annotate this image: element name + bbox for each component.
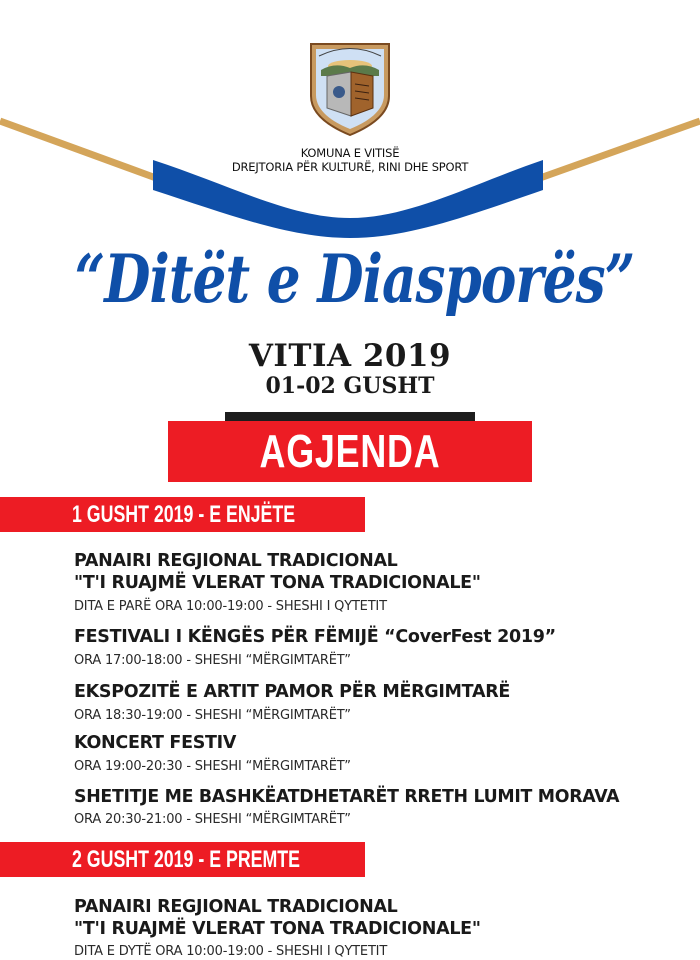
directorate-name: DREJTORIA PËR KULTURË, RINI DHE SPORT — [231, 160, 469, 174]
event-details: ORA 19:00-20:30 - SHESHI “MËRGIMTARËT” — [74, 759, 351, 774]
event-title-line: SHETITJE ME BASHKËATDHETARËT RRETH LUMIT MORAVA — [74, 787, 620, 807]
event-details: ORA 17:00-18:00 - SHESHI “MËRGIMTARËT” — [74, 653, 351, 668]
event-title-line: KONCERT FESTIV — [74, 733, 237, 753]
event-year: VITIA 2019 — [248, 338, 452, 374]
event-details: DITA E PARË ORA 10:00-19:00 - SHESHI I QYTETIT — [74, 599, 387, 614]
gold-line-left — [0, 121, 156, 178]
event-details: DITA E DYTË ORA 10:00-19:00 - SHESHI I QYTETIT — [74, 944, 388, 959]
event-details: ORA 20:30-21:00 - SHESHI “MËRGIMTARËT” — [74, 812, 351, 827]
event-title: “Ditët e Diasporës” — [74, 240, 635, 319]
crest-logo — [305, 36, 395, 136]
day-banner-1 — [0, 497, 365, 532]
event-title-line: "T'I RUAJMË VLERAT TONA TRADICIONALE" — [74, 919, 481, 939]
day-label: 2 GUSHT 2019 - E PREMTE — [72, 846, 300, 873]
event-title-line: "T'I RUAJMË VLERAT TONA TRADICIONALE" — [74, 573, 481, 593]
event-details: ORA 18:30-19:00 - SHESHI “MËRGIMTARËT” — [74, 708, 351, 723]
municipality-name: KOMUNA E VITISË — [300, 146, 400, 160]
agenda-heading — [168, 421, 532, 482]
event-dates: 01-02 GUSHT — [265, 373, 435, 399]
day-label: 1 GUSHT 2019 - E ENJËTE — [72, 501, 296, 528]
day-banner-2 — [0, 842, 365, 877]
event-title-line: EKSPOZITË E ARTIT PAMOR PËR MËRGIMTARË — [74, 682, 511, 702]
event-title-line: PANAIRI REGJIONAL TRADICIONAL — [74, 551, 398, 571]
event-title-line: PANAIRI REGJIONAL TRADICIONAL — [74, 897, 398, 917]
gold-line-right — [540, 121, 700, 178]
agenda-label: AGJENDA — [259, 425, 441, 477]
event-title-line: FESTIVALI I KËNGËS PËR FËMIJË “CoverFest 2019” — [74, 627, 556, 647]
